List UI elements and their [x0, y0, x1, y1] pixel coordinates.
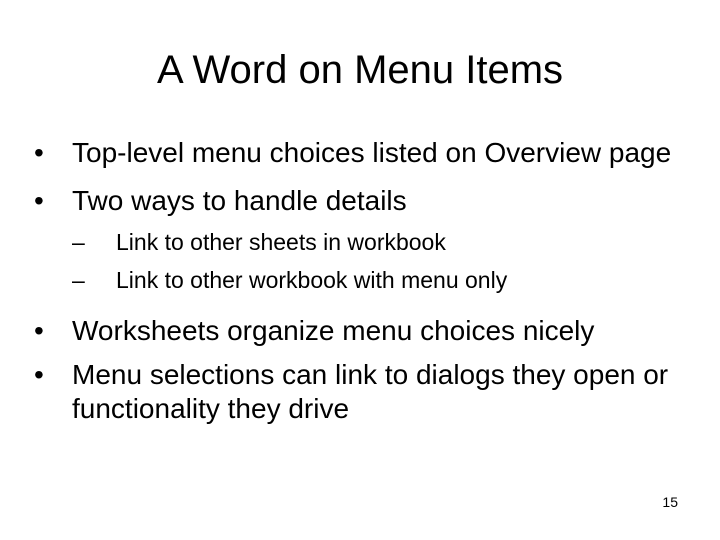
bullet-text: Top-level menu choices listed on Overview page [72, 137, 672, 168]
sub-bullet-item [72, 266, 694, 294]
slide-body [34, 136, 694, 436]
bullet-item [34, 136, 694, 170]
bullet-marker: • [34, 185, 44, 216]
bullet-marker: • [34, 137, 44, 168]
bullet-item [34, 184, 694, 218]
bullet-marker: • [34, 315, 44, 346]
sub-bullet-marker: – [72, 229, 85, 255]
page-number: 15 [662, 494, 678, 510]
bullet-text: Menu selections can link to dialogs they open or functionality they drive [72, 359, 669, 424]
sub-bullet-item [72, 228, 694, 256]
slide-title: A Word on Menu Items [156, 48, 564, 92]
bullet-text: Worksheets organize menu choices nicely [72, 315, 595, 346]
sub-bullet-text: Link to other workbook with menu only [116, 267, 508, 293]
spacer [34, 304, 694, 314]
sub-bullet-marker: – [72, 267, 85, 293]
bullet-item [34, 358, 694, 426]
bullet-text: Two ways to handle details [72, 185, 407, 216]
bullet-item [34, 314, 694, 348]
bullet-marker: • [34, 359, 44, 390]
sub-bullet-text: Link to other sheets in workbook [116, 229, 446, 255]
